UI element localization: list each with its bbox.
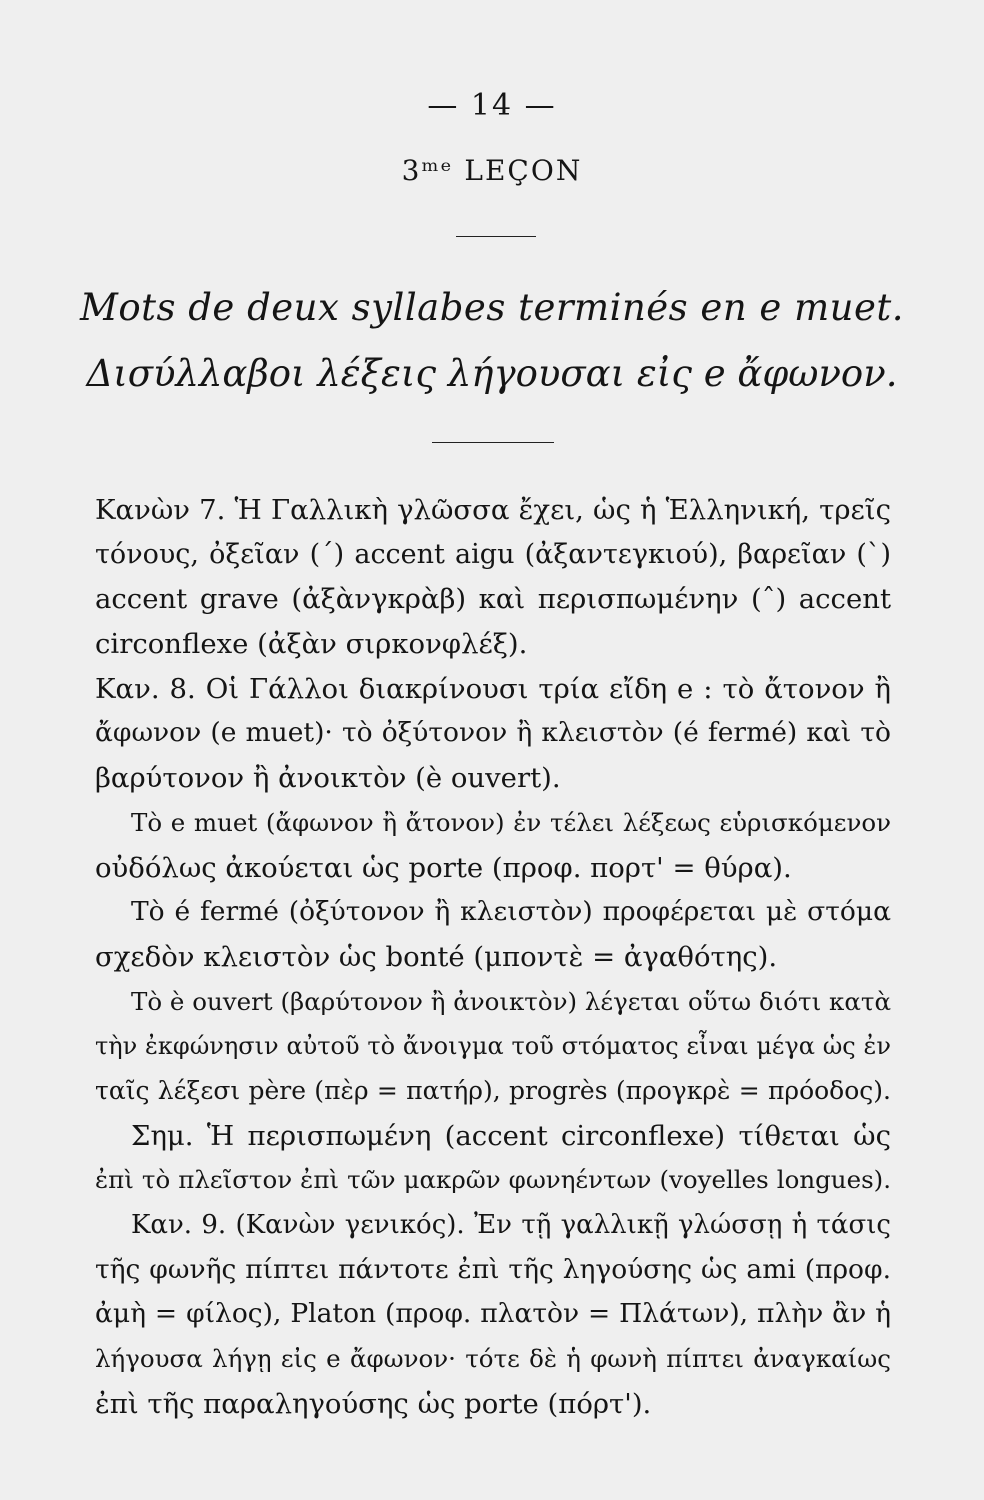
text-line: Καν. 8. Οἱ Γάλλοι διακρίνουσι τρία εἴδη e : τὸ ἄτονον ἢ: [95, 672, 891, 705]
text-line: λήγουσα λήγῃ εἰς e ἄφωνον· τότε δὲ ἡ φωνὴ πίπτει ἀναγκαίως: [95, 1344, 891, 1374]
page-number: — 14 —: [427, 88, 557, 123]
text-line: Τὸ è ouvert (βαρύτονον ἢ ἀνοικτὸν) λέγεται οὕτω διότι κατὰ: [131, 986, 891, 1016]
text-line: ταῖς λέξεσι père (πὲρ = πατήρ), progrès (προγκρὲ = πρόοδος).: [95, 1075, 891, 1105]
heading-greek: Δισύλλαβοι λέξεις λήγουσαι εἰς e ἄφωνον.: [86, 352, 898, 395]
text-line: βαρύτονον ἢ ἀνοικτὸν (è ouvert).: [95, 762, 561, 795]
text-line: ἐπὶ τὸ πλεῖστον ἐπὶ τῶν μακρῶν φωνηέντων (voyelles longues).: [95, 1165, 891, 1195]
text-line: οὐδόλως ἀκούεται ὡς porte (προφ. πορτ' = θύρα).: [95, 851, 792, 884]
divider-rule: [432, 442, 554, 443]
text-line: σχεδὸν κλειστὸν ὡς bonté (μποντὲ = ἀγαθότης).: [95, 940, 778, 973]
text-line: τόνους, ὀξεῖαν (´) accent aigu (ἀξαντεγκιού), βαρεῖαν (`): [95, 538, 891, 570]
text-line: ἀμὴ = φίλος), Platon (προφ. πλατὸν = Πλάτων), πλὴν ἂν ἡ: [95, 1298, 891, 1330]
lesson-title: 3ᵐᵉ LEÇON: [401, 154, 583, 187]
heading-french: Mots de deux syllabes terminés en e muet.: [79, 286, 905, 329]
text-line: Κανὼν 7. Ἡ Γαλλικὴ γλῶσσα ἔχει, ὡς ἡ Ἑλληνική, τρεῖς: [95, 494, 891, 526]
text-line: Καν. 9. (Κανὼν γενικός). Ἐν τῇ γαλλικῇ γλώσσῃ ἡ τάσις: [131, 1210, 891, 1240]
text-line: Τὸ é fermé (ὀξύτονον ἢ κλειστὸν) προφέρεται μὲ στόμα: [131, 896, 891, 928]
text-line: τῆς φωνῆς πίπτει πάντοτε ἐπὶ τῆς ληγούσης ὡς ami (προφ.: [95, 1253, 891, 1285]
text-line: circonflexe (ἀξὰν σιρκονφλέξ).: [95, 628, 528, 661]
text-line: ἐπὶ τῆς παραληγούσης ὡς porte (πόρτ').: [95, 1387, 652, 1420]
text-line: τὴν ἐκφώνησιν αὐτοῦ τὸ ἄνοιγμα τοῦ στόματος εἶναι μέγα ὡς ἐν: [95, 1032, 891, 1061]
text-line: ἄφωνον (e muet)· τὸ ὀξύτονον ἢ κλειστὸν (é fermé) καὶ τὸ: [95, 717, 891, 749]
divider-rule: [456, 236, 536, 237]
text-line: Τὸ e muet (ἄφωνον ἢ ἄτονον) ἐν τέλει λέξεως εὑρισκόμενον: [131, 807, 891, 837]
text-line: accent grave (ἀξὰνγκρὰβ) καὶ περισπωμένην (ˆ) accent: [95, 583, 891, 616]
text-line: Σημ. Ἡ περισπωμένη (accent circonflexe) τίθεται ὡς: [131, 1119, 891, 1152]
body-text: [95, 488, 891, 1426]
